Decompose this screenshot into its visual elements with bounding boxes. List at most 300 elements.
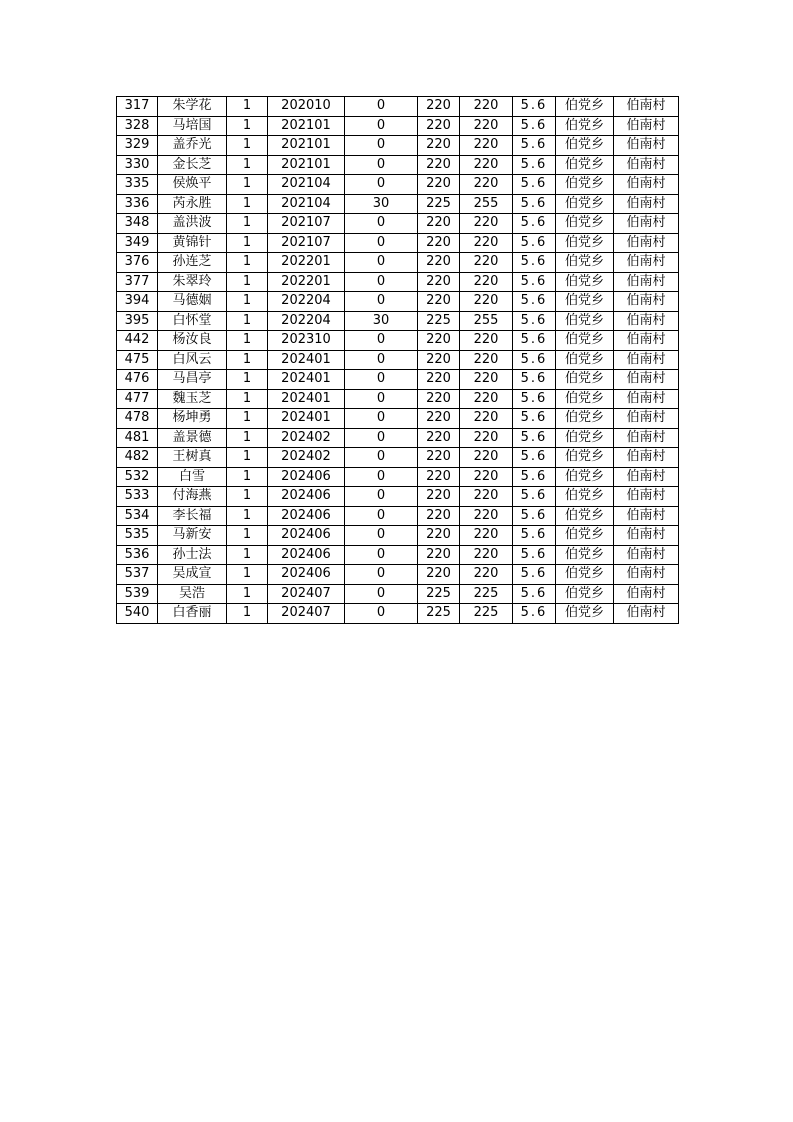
count-cell: 1	[227, 155, 268, 175]
village-cell: 伯南村	[614, 233, 679, 253]
name-cell: 金长芝	[158, 155, 227, 175]
township-cell: 伯党乡	[556, 409, 614, 429]
base-amount-cell: 225	[418, 604, 460, 624]
record-id-cell: 328	[117, 116, 158, 136]
table-row	[117, 331, 679, 351]
total-amount-cell: 220	[460, 350, 513, 370]
extra-amount-cell: 0	[345, 292, 418, 312]
total-amount-cell: 220	[460, 526, 513, 546]
extra-amount-cell: 0	[345, 526, 418, 546]
count-cell: 1	[227, 311, 268, 331]
base-amount-cell: 220	[418, 350, 460, 370]
name-cell: 吴浩	[158, 584, 227, 604]
record-id-cell: 348	[117, 214, 158, 234]
base-amount-cell: 220	[418, 233, 460, 253]
record-id-cell: 394	[117, 292, 158, 312]
total-amount-cell: 220	[460, 116, 513, 136]
base-amount-cell: 220	[418, 155, 460, 175]
village-cell: 伯南村	[614, 350, 679, 370]
month-cell: 202406	[268, 565, 345, 585]
count-cell: 1	[227, 565, 268, 585]
total-amount-cell: 220	[460, 214, 513, 234]
record-id-cell: 536	[117, 545, 158, 565]
total-amount-cell: 225	[460, 604, 513, 624]
rate-cell: 5.6	[513, 545, 556, 565]
name-cell: 盖乔光	[158, 136, 227, 156]
record-id-cell: 478	[117, 409, 158, 429]
rate-cell: 5.6	[513, 389, 556, 409]
base-amount-cell: 220	[418, 175, 460, 195]
extra-amount-cell: 0	[345, 175, 418, 195]
month-cell: 202107	[268, 214, 345, 234]
record-id-cell: 442	[117, 331, 158, 351]
total-amount-cell: 225	[460, 584, 513, 604]
name-cell: 白雪	[158, 467, 227, 487]
total-amount-cell: 220	[460, 331, 513, 351]
count-cell: 1	[227, 467, 268, 487]
extra-amount-cell: 0	[345, 467, 418, 487]
base-amount-cell: 220	[418, 97, 460, 117]
township-cell: 伯党乡	[556, 350, 614, 370]
township-cell: 伯党乡	[556, 584, 614, 604]
rate-cell: 5.6	[513, 253, 556, 273]
count-cell: 1	[227, 272, 268, 292]
village-cell: 伯南村	[614, 545, 679, 565]
month-cell: 202201	[268, 253, 345, 273]
month-cell: 202402	[268, 448, 345, 468]
month-cell: 202406	[268, 545, 345, 565]
extra-amount-cell: 0	[345, 409, 418, 429]
base-amount-cell: 220	[418, 214, 460, 234]
total-amount-cell: 220	[460, 487, 513, 507]
month-cell: 202406	[268, 467, 345, 487]
township-cell: 伯党乡	[556, 194, 614, 214]
base-amount-cell: 220	[418, 292, 460, 312]
rate-cell: 5.6	[513, 565, 556, 585]
record-id-cell: 537	[117, 565, 158, 585]
township-cell: 伯党乡	[556, 545, 614, 565]
rate-cell: 5.6	[513, 116, 556, 136]
township-cell: 伯党乡	[556, 487, 614, 507]
rate-cell: 5.6	[513, 409, 556, 429]
village-cell: 伯南村	[614, 214, 679, 234]
township-cell: 伯党乡	[556, 311, 614, 331]
record-id-cell: 317	[117, 97, 158, 117]
table-row	[117, 467, 679, 487]
rate-cell: 5.6	[513, 526, 556, 546]
count-cell: 1	[227, 448, 268, 468]
month-cell: 202406	[268, 487, 345, 507]
table-row	[117, 233, 679, 253]
rate-cell: 5.6	[513, 350, 556, 370]
name-cell: 马培国	[158, 116, 227, 136]
record-id-cell: 335	[117, 175, 158, 195]
village-cell: 伯南村	[614, 584, 679, 604]
village-cell: 伯南村	[614, 292, 679, 312]
table-row	[117, 565, 679, 585]
table-row	[117, 604, 679, 624]
extra-amount-cell: 0	[345, 370, 418, 390]
count-cell: 1	[227, 389, 268, 409]
total-amount-cell: 220	[460, 253, 513, 273]
name-cell: 魏玉芝	[158, 389, 227, 409]
record-id-cell: 477	[117, 389, 158, 409]
name-cell: 白怀堂	[158, 311, 227, 331]
total-amount-cell: 220	[460, 545, 513, 565]
rate-cell: 5.6	[513, 175, 556, 195]
table-row	[117, 253, 679, 273]
count-cell: 1	[227, 604, 268, 624]
count-cell: 1	[227, 545, 268, 565]
township-cell: 伯党乡	[556, 448, 614, 468]
total-amount-cell: 220	[460, 272, 513, 292]
name-cell: 马新安	[158, 526, 227, 546]
township-cell: 伯党乡	[556, 428, 614, 448]
village-cell: 伯南村	[614, 175, 679, 195]
township-cell: 伯党乡	[556, 370, 614, 390]
base-amount-cell: 220	[418, 136, 460, 156]
document-page	[116, 96, 679, 624]
extra-amount-cell: 0	[345, 565, 418, 585]
extra-amount-cell: 0	[345, 116, 418, 136]
table-row	[117, 155, 679, 175]
base-amount-cell: 220	[418, 370, 460, 390]
record-id-cell: 482	[117, 448, 158, 468]
table-row	[117, 448, 679, 468]
name-cell: 侯焕平	[158, 175, 227, 195]
rate-cell: 5.6	[513, 428, 556, 448]
name-cell: 孙连芝	[158, 253, 227, 273]
month-cell: 202401	[268, 389, 345, 409]
rate-cell: 5.6	[513, 233, 556, 253]
rate-cell: 5.6	[513, 604, 556, 624]
base-amount-cell: 220	[418, 487, 460, 507]
month-cell: 202204	[268, 311, 345, 331]
village-cell: 伯南村	[614, 467, 679, 487]
total-amount-cell: 220	[460, 175, 513, 195]
township-cell: 伯党乡	[556, 331, 614, 351]
extra-amount-cell: 0	[345, 331, 418, 351]
rate-cell: 5.6	[513, 584, 556, 604]
record-id-cell: 540	[117, 604, 158, 624]
base-amount-cell: 220	[418, 409, 460, 429]
name-cell: 杨坤勇	[158, 409, 227, 429]
township-cell: 伯党乡	[556, 389, 614, 409]
rate-cell: 5.6	[513, 448, 556, 468]
count-cell: 1	[227, 175, 268, 195]
month-cell: 202407	[268, 584, 345, 604]
total-amount-cell: 220	[460, 155, 513, 175]
count-cell: 1	[227, 487, 268, 507]
table-row	[117, 136, 679, 156]
table-row	[117, 350, 679, 370]
count-cell: 1	[227, 428, 268, 448]
count-cell: 1	[227, 350, 268, 370]
count-cell: 1	[227, 584, 268, 604]
extra-amount-cell: 0	[345, 604, 418, 624]
name-cell: 杨汝良	[158, 331, 227, 351]
month-cell: 202406	[268, 506, 345, 526]
table-row	[117, 272, 679, 292]
village-cell: 伯南村	[614, 389, 679, 409]
records-body	[117, 97, 679, 624]
extra-amount-cell: 30	[345, 194, 418, 214]
rate-cell: 5.6	[513, 467, 556, 487]
month-cell: 202407	[268, 604, 345, 624]
township-cell: 伯党乡	[556, 506, 614, 526]
month-cell: 202104	[268, 175, 345, 195]
base-amount-cell: 220	[418, 448, 460, 468]
rate-cell: 5.6	[513, 214, 556, 234]
count-cell: 1	[227, 409, 268, 429]
village-cell: 伯南村	[614, 155, 679, 175]
month-cell: 202204	[268, 292, 345, 312]
township-cell: 伯党乡	[556, 292, 614, 312]
count-cell: 1	[227, 136, 268, 156]
extra-amount-cell: 0	[345, 487, 418, 507]
village-cell: 伯南村	[614, 506, 679, 526]
total-amount-cell: 220	[460, 233, 513, 253]
total-amount-cell: 220	[460, 389, 513, 409]
extra-amount-cell: 0	[345, 506, 418, 526]
total-amount-cell: 220	[460, 370, 513, 390]
village-cell: 伯南村	[614, 253, 679, 273]
name-cell: 盖洪波	[158, 214, 227, 234]
rate-cell: 5.6	[513, 292, 556, 312]
month-cell: 202401	[268, 350, 345, 370]
base-amount-cell: 225	[418, 584, 460, 604]
village-cell: 伯南村	[614, 565, 679, 585]
name-cell: 芮永胜	[158, 194, 227, 214]
village-cell: 伯南村	[614, 448, 679, 468]
table-row	[117, 506, 679, 526]
township-cell: 伯党乡	[556, 604, 614, 624]
table-row	[117, 311, 679, 331]
extra-amount-cell: 0	[345, 272, 418, 292]
name-cell: 李长福	[158, 506, 227, 526]
record-id-cell: 336	[117, 194, 158, 214]
table-row	[117, 292, 679, 312]
extra-amount-cell: 0	[345, 97, 418, 117]
total-amount-cell: 220	[460, 97, 513, 117]
count-cell: 1	[227, 233, 268, 253]
extra-amount-cell: 0	[345, 253, 418, 273]
count-cell: 1	[227, 194, 268, 214]
table-row	[117, 428, 679, 448]
name-cell: 付海燕	[158, 487, 227, 507]
name-cell: 吴成宣	[158, 565, 227, 585]
name-cell: 盖景德	[158, 428, 227, 448]
village-cell: 伯南村	[614, 526, 679, 546]
record-id-cell: 377	[117, 272, 158, 292]
village-cell: 伯南村	[614, 97, 679, 117]
rate-cell: 5.6	[513, 331, 556, 351]
record-id-cell: 476	[117, 370, 158, 390]
township-cell: 伯党乡	[556, 253, 614, 273]
extra-amount-cell: 0	[345, 350, 418, 370]
table-row	[117, 116, 679, 136]
rate-cell: 5.6	[513, 487, 556, 507]
extra-amount-cell: 0	[345, 136, 418, 156]
month-cell: 202104	[268, 194, 345, 214]
village-cell: 伯南村	[614, 487, 679, 507]
record-id-cell: 395	[117, 311, 158, 331]
township-cell: 伯党乡	[556, 272, 614, 292]
record-id-cell: 330	[117, 155, 158, 175]
extra-amount-cell: 30	[345, 311, 418, 331]
extra-amount-cell: 0	[345, 233, 418, 253]
rate-cell: 5.6	[513, 155, 556, 175]
village-cell: 伯南村	[614, 272, 679, 292]
month-cell: 202310	[268, 331, 345, 351]
count-cell: 1	[227, 506, 268, 526]
record-id-cell: 533	[117, 487, 158, 507]
rate-cell: 5.6	[513, 136, 556, 156]
month-cell: 202401	[268, 409, 345, 429]
record-id-cell: 535	[117, 526, 158, 546]
extra-amount-cell: 0	[345, 389, 418, 409]
name-cell: 朱翠玲	[158, 272, 227, 292]
extra-amount-cell: 0	[345, 545, 418, 565]
total-amount-cell: 220	[460, 565, 513, 585]
table-row	[117, 389, 679, 409]
extra-amount-cell: 0	[345, 448, 418, 468]
month-cell: 202101	[268, 136, 345, 156]
total-amount-cell: 220	[460, 409, 513, 429]
base-amount-cell: 220	[418, 565, 460, 585]
extra-amount-cell: 0	[345, 584, 418, 604]
base-amount-cell: 220	[418, 389, 460, 409]
month-cell: 202101	[268, 155, 345, 175]
record-id-cell: 329	[117, 136, 158, 156]
base-amount-cell: 220	[418, 253, 460, 273]
table-row	[117, 409, 679, 429]
rate-cell: 5.6	[513, 311, 556, 331]
table-row	[117, 545, 679, 565]
township-cell: 伯党乡	[556, 155, 614, 175]
month-cell: 202402	[268, 428, 345, 448]
name-cell: 白风云	[158, 350, 227, 370]
record-id-cell: 475	[117, 350, 158, 370]
table-row	[117, 487, 679, 507]
count-cell: 1	[227, 253, 268, 273]
base-amount-cell: 220	[418, 467, 460, 487]
total-amount-cell: 220	[460, 506, 513, 526]
rate-cell: 5.6	[513, 272, 556, 292]
count-cell: 1	[227, 214, 268, 234]
village-cell: 伯南村	[614, 370, 679, 390]
village-cell: 伯南村	[614, 116, 679, 136]
base-amount-cell: 220	[418, 272, 460, 292]
total-amount-cell: 255	[460, 311, 513, 331]
name-cell: 马昌亭	[158, 370, 227, 390]
base-amount-cell: 220	[418, 331, 460, 351]
village-cell: 伯南村	[614, 331, 679, 351]
count-cell: 1	[227, 292, 268, 312]
township-cell: 伯党乡	[556, 116, 614, 136]
name-cell: 孙士法	[158, 545, 227, 565]
rate-cell: 5.6	[513, 370, 556, 390]
table-row	[117, 175, 679, 195]
rate-cell: 5.6	[513, 97, 556, 117]
record-id-cell: 532	[117, 467, 158, 487]
base-amount-cell: 220	[418, 506, 460, 526]
name-cell: 白香丽	[158, 604, 227, 624]
total-amount-cell: 220	[460, 467, 513, 487]
month-cell: 202101	[268, 116, 345, 136]
total-amount-cell: 255	[460, 194, 513, 214]
village-cell: 伯南村	[614, 136, 679, 156]
base-amount-cell: 225	[418, 311, 460, 331]
record-id-cell: 349	[117, 233, 158, 253]
name-cell: 朱学花	[158, 97, 227, 117]
total-amount-cell: 220	[460, 428, 513, 448]
count-cell: 1	[227, 116, 268, 136]
month-cell: 202010	[268, 97, 345, 117]
village-cell: 伯南村	[614, 194, 679, 214]
count-cell: 1	[227, 97, 268, 117]
village-cell: 伯南村	[614, 311, 679, 331]
table-row	[117, 214, 679, 234]
name-cell: 黄锦针	[158, 233, 227, 253]
base-amount-cell: 220	[418, 428, 460, 448]
total-amount-cell: 220	[460, 292, 513, 312]
table-row	[117, 370, 679, 390]
records-table	[116, 96, 679, 624]
township-cell: 伯党乡	[556, 467, 614, 487]
month-cell: 202401	[268, 370, 345, 390]
village-cell: 伯南村	[614, 428, 679, 448]
table-row	[117, 194, 679, 214]
name-cell: 马德姻	[158, 292, 227, 312]
count-cell: 1	[227, 526, 268, 546]
township-cell: 伯党乡	[556, 214, 614, 234]
record-id-cell: 534	[117, 506, 158, 526]
extra-amount-cell: 0	[345, 428, 418, 448]
record-id-cell: 481	[117, 428, 158, 448]
month-cell: 202406	[268, 526, 345, 546]
township-cell: 伯党乡	[556, 526, 614, 546]
extra-amount-cell: 0	[345, 214, 418, 234]
township-cell: 伯党乡	[556, 565, 614, 585]
base-amount-cell: 220	[418, 116, 460, 136]
village-cell: 伯南村	[614, 604, 679, 624]
table-row	[117, 584, 679, 604]
rate-cell: 5.6	[513, 506, 556, 526]
total-amount-cell: 220	[460, 136, 513, 156]
extra-amount-cell: 0	[345, 155, 418, 175]
township-cell: 伯党乡	[556, 233, 614, 253]
township-cell: 伯党乡	[556, 97, 614, 117]
table-row	[117, 526, 679, 546]
count-cell: 1	[227, 331, 268, 351]
table-row	[117, 97, 679, 117]
count-cell: 1	[227, 370, 268, 390]
village-cell: 伯南村	[614, 409, 679, 429]
township-cell: 伯党乡	[556, 175, 614, 195]
base-amount-cell: 220	[418, 526, 460, 546]
month-cell: 202201	[268, 272, 345, 292]
base-amount-cell: 220	[418, 545, 460, 565]
base-amount-cell: 225	[418, 194, 460, 214]
township-cell: 伯党乡	[556, 136, 614, 156]
total-amount-cell: 220	[460, 448, 513, 468]
record-id-cell: 376	[117, 253, 158, 273]
month-cell: 202107	[268, 233, 345, 253]
record-id-cell: 539	[117, 584, 158, 604]
name-cell: 王树真	[158, 448, 227, 468]
rate-cell: 5.6	[513, 194, 556, 214]
